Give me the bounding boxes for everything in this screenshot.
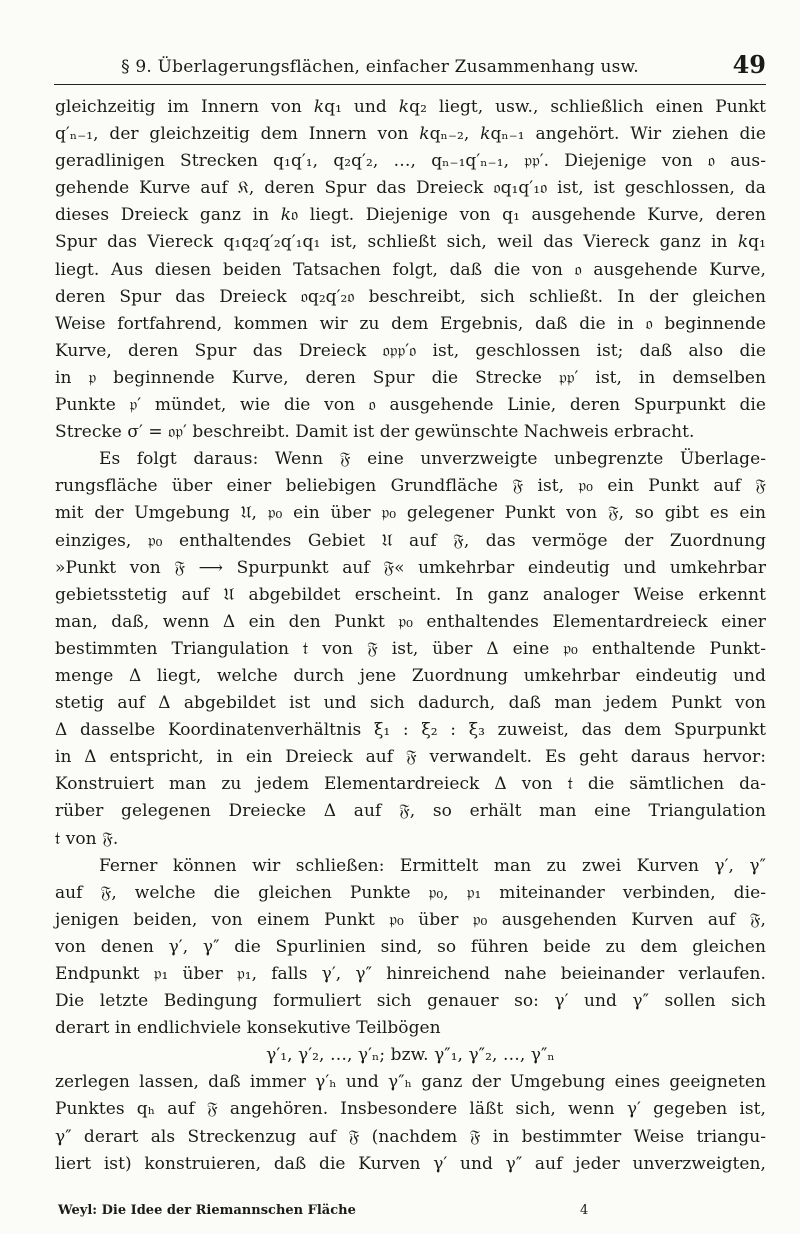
text-line: derart in endlichviele konsekutive Teilbögen — [55, 1018, 441, 1039]
text-line: in Δ entspricht, in ein Dreieck auf 𝔉 verwandelt. Es geht daraus hervor: — [55, 747, 766, 768]
text-line: Konstruiert man zu jedem Elementardreieck Δ von 𝔱 die sämtlichen da- — [55, 774, 766, 795]
text-line: rungsfläche über einer beliebigen Grundfläche 𝔉 ist, 𝔭₀ ein Punkt auf 𝔉 — [55, 476, 766, 497]
text-line: mit der Umgebung 𝔘, 𝔭₀ ein über 𝔭₀ gelegener Punkt von 𝔉, so gibt es ein — [55, 503, 766, 524]
page-number: 49 — [732, 50, 766, 79]
text-line: Kurve, deren Spur das Dreieck 𝔬𝔭𝔭′𝔬 ist, geschlossen ist; daß also die — [55, 340, 766, 361]
body-text — [55, 94, 766, 1178]
text-line: in 𝔭 beginnende Kurve, deren Spur die Strecke 𝔭𝔭′ ist, in demselben — [55, 367, 766, 388]
text-line: Δ dasselbe Koordinatenverhältnis ξ₁ : ξ₂ : ξ₃ zuweist, das dem Spurpunkt — [55, 720, 766, 741]
text-line: Punkte 𝔭′ mündet, wie die von 𝔬 ausgehende Linie, deren Spurpunkt die — [55, 395, 766, 416]
text-line: Weise fortfahrend, kommen wir zu dem Ergebnis, daß die in 𝔬 beginnende — [55, 313, 766, 334]
text-line: dieses Dreieck ganz in 𝑘𝔬 liegt. Diejenige von q₁ ausgehende Kurve, deren — [55, 205, 766, 226]
text-line: γ″ derart als Streckenzug auf 𝔉 (nachdem 𝔉 in bestimmter Weise triangu- — [55, 1126, 766, 1147]
text-line: Punktes qₕ auf 𝔉 angehören. Insbesondere läßt sich, wenn γ′ gegeben ist, — [55, 1099, 766, 1120]
text-line: gehende Kurve auf 𝔎, deren Spur das Dreieck 𝔬q₁q′₁𝔬 ist, ist geschlossen, da — [55, 178, 766, 199]
text-line: Spur das Viereck q₁q₂q′₂q′₁q₁ ist, schließt sich, weil das Viereck ganz in 𝑘q₁ — [55, 232, 766, 253]
text-line: Endpunkt 𝔭₁ über 𝔭₁, falls γ′, γ″ hinreichend nahe beieinander verlaufen. — [55, 964, 766, 984]
text-line: q′ₙ₋₁, der gleichzeitig dem Innern von 𝑘qₙ₋₂, 𝑘qₙ₋₁ angehört. Wir ziehen die — [55, 124, 766, 145]
text-line: »Punkt von 𝔉 ⟶ Spurpunkt auf 𝔉« umkehrbar eindeutig und umkehrbar — [55, 557, 766, 578]
text-line: man, daß, wenn Δ ein den Punkt 𝔭₀ enthaltendes Elementardreieck einer — [55, 611, 766, 632]
text-line: zerlegen lassen, daß immer γ′ₕ und γ″ₕ ganz der Umgebung eines geeigneten — [55, 1072, 766, 1093]
text-line: auf 𝔉, welche die gleichen Punkte 𝔭₀, 𝔭₁ miteinander verbinden, die- — [55, 882, 766, 903]
text-line: jenigen beiden, von einem Punkt 𝔭₀ über 𝔭₀ ausgehenden Kurven auf 𝔉, — [55, 909, 766, 930]
text-line: Strecke σ′ = 𝔬𝔭′ beschreibt. Damit ist der gewünschte Nachweis erbracht. — [55, 422, 695, 443]
section-title: § 9. Überlagerungsflächen, einfacher Zusammenhang usw. — [121, 57, 639, 77]
text-line: stetig auf Δ abgebildet ist und sich dadurch, daß man jedem Punkt von — [55, 693, 766, 714]
text-line: einziges, 𝔭₀ enthaltendes Gebiet 𝔘 auf 𝔉, das vermöge der Zuordnung — [55, 530, 766, 551]
text-line: bestimmten Triangulation 𝔱 von 𝔉 ist, über Δ eine 𝔭₀ enthaltende Punkt- — [55, 638, 766, 659]
text-line: Es folgt daraus: Wenn 𝔉 eine unverzweigte unbegrenzte Überlage- — [99, 449, 766, 470]
text-line: von denen γ′, γ″ die Spurlinien sind, so führen beide zu dem gleichen — [55, 936, 766, 957]
text-line: 𝔱 von 𝔉. — [55, 828, 119, 849]
text-line: Die letzte Bedingung formuliert sich genauer so: γ′ und γ″ sollen sich — [55, 991, 766, 1012]
footer-book-title: Weyl: Die Idee der Riemannschen Fläche — [58, 1203, 356, 1218]
text-line: menge Δ liegt, welche durch jene Zuordnung umkehrbar eindeutig und — [55, 665, 766, 686]
text-line: rüber gelegenen Dreiecke Δ auf 𝔉, so erhält man eine Triangulation — [55, 801, 766, 822]
text-line: gleichzeitig im Innern von 𝑘q₁ und 𝑘q₂ liegt, usw., schließlich einen Punkt — [55, 97, 766, 117]
text-line: gebietsstetig auf 𝔘 abgebildet erscheint. In ganz analoger Weise erkennt — [55, 584, 766, 605]
text-line: geradlinigen Strecken q₁q′₁, q₂q′₂, …, qₙ₋₁q′ₙ₋₁, 𝔭𝔭′. Diejenige von 𝔬 aus- — [55, 151, 766, 172]
signature-mark: 4 — [580, 1203, 589, 1218]
running-header — [54, 50, 766, 85]
text-line: liegt. Aus diesen beiden Tatsachen folgt, daß die von 𝔬 ausgehende Kurve, — [55, 259, 766, 280]
text-line: deren Spur das Dreieck 𝔬q₂q′₂𝔬 beschreibt, sich schließt. In der gleichen — [55, 286, 766, 307]
formula-line: γ′₁, γ′₂, …, γ′ₙ; bzw. γ″₁, γ″₂, …, γ″ₙ — [266, 1045, 555, 1066]
text-line: Ferner können wir schließen: Ermittelt man zu zwei Kurven γ′, γ″ — [99, 855, 766, 876]
text-line: liert ist) konstruieren, daß die Kurven γ′ und γ″ auf jeder unverzweigten, — [55, 1153, 766, 1174]
